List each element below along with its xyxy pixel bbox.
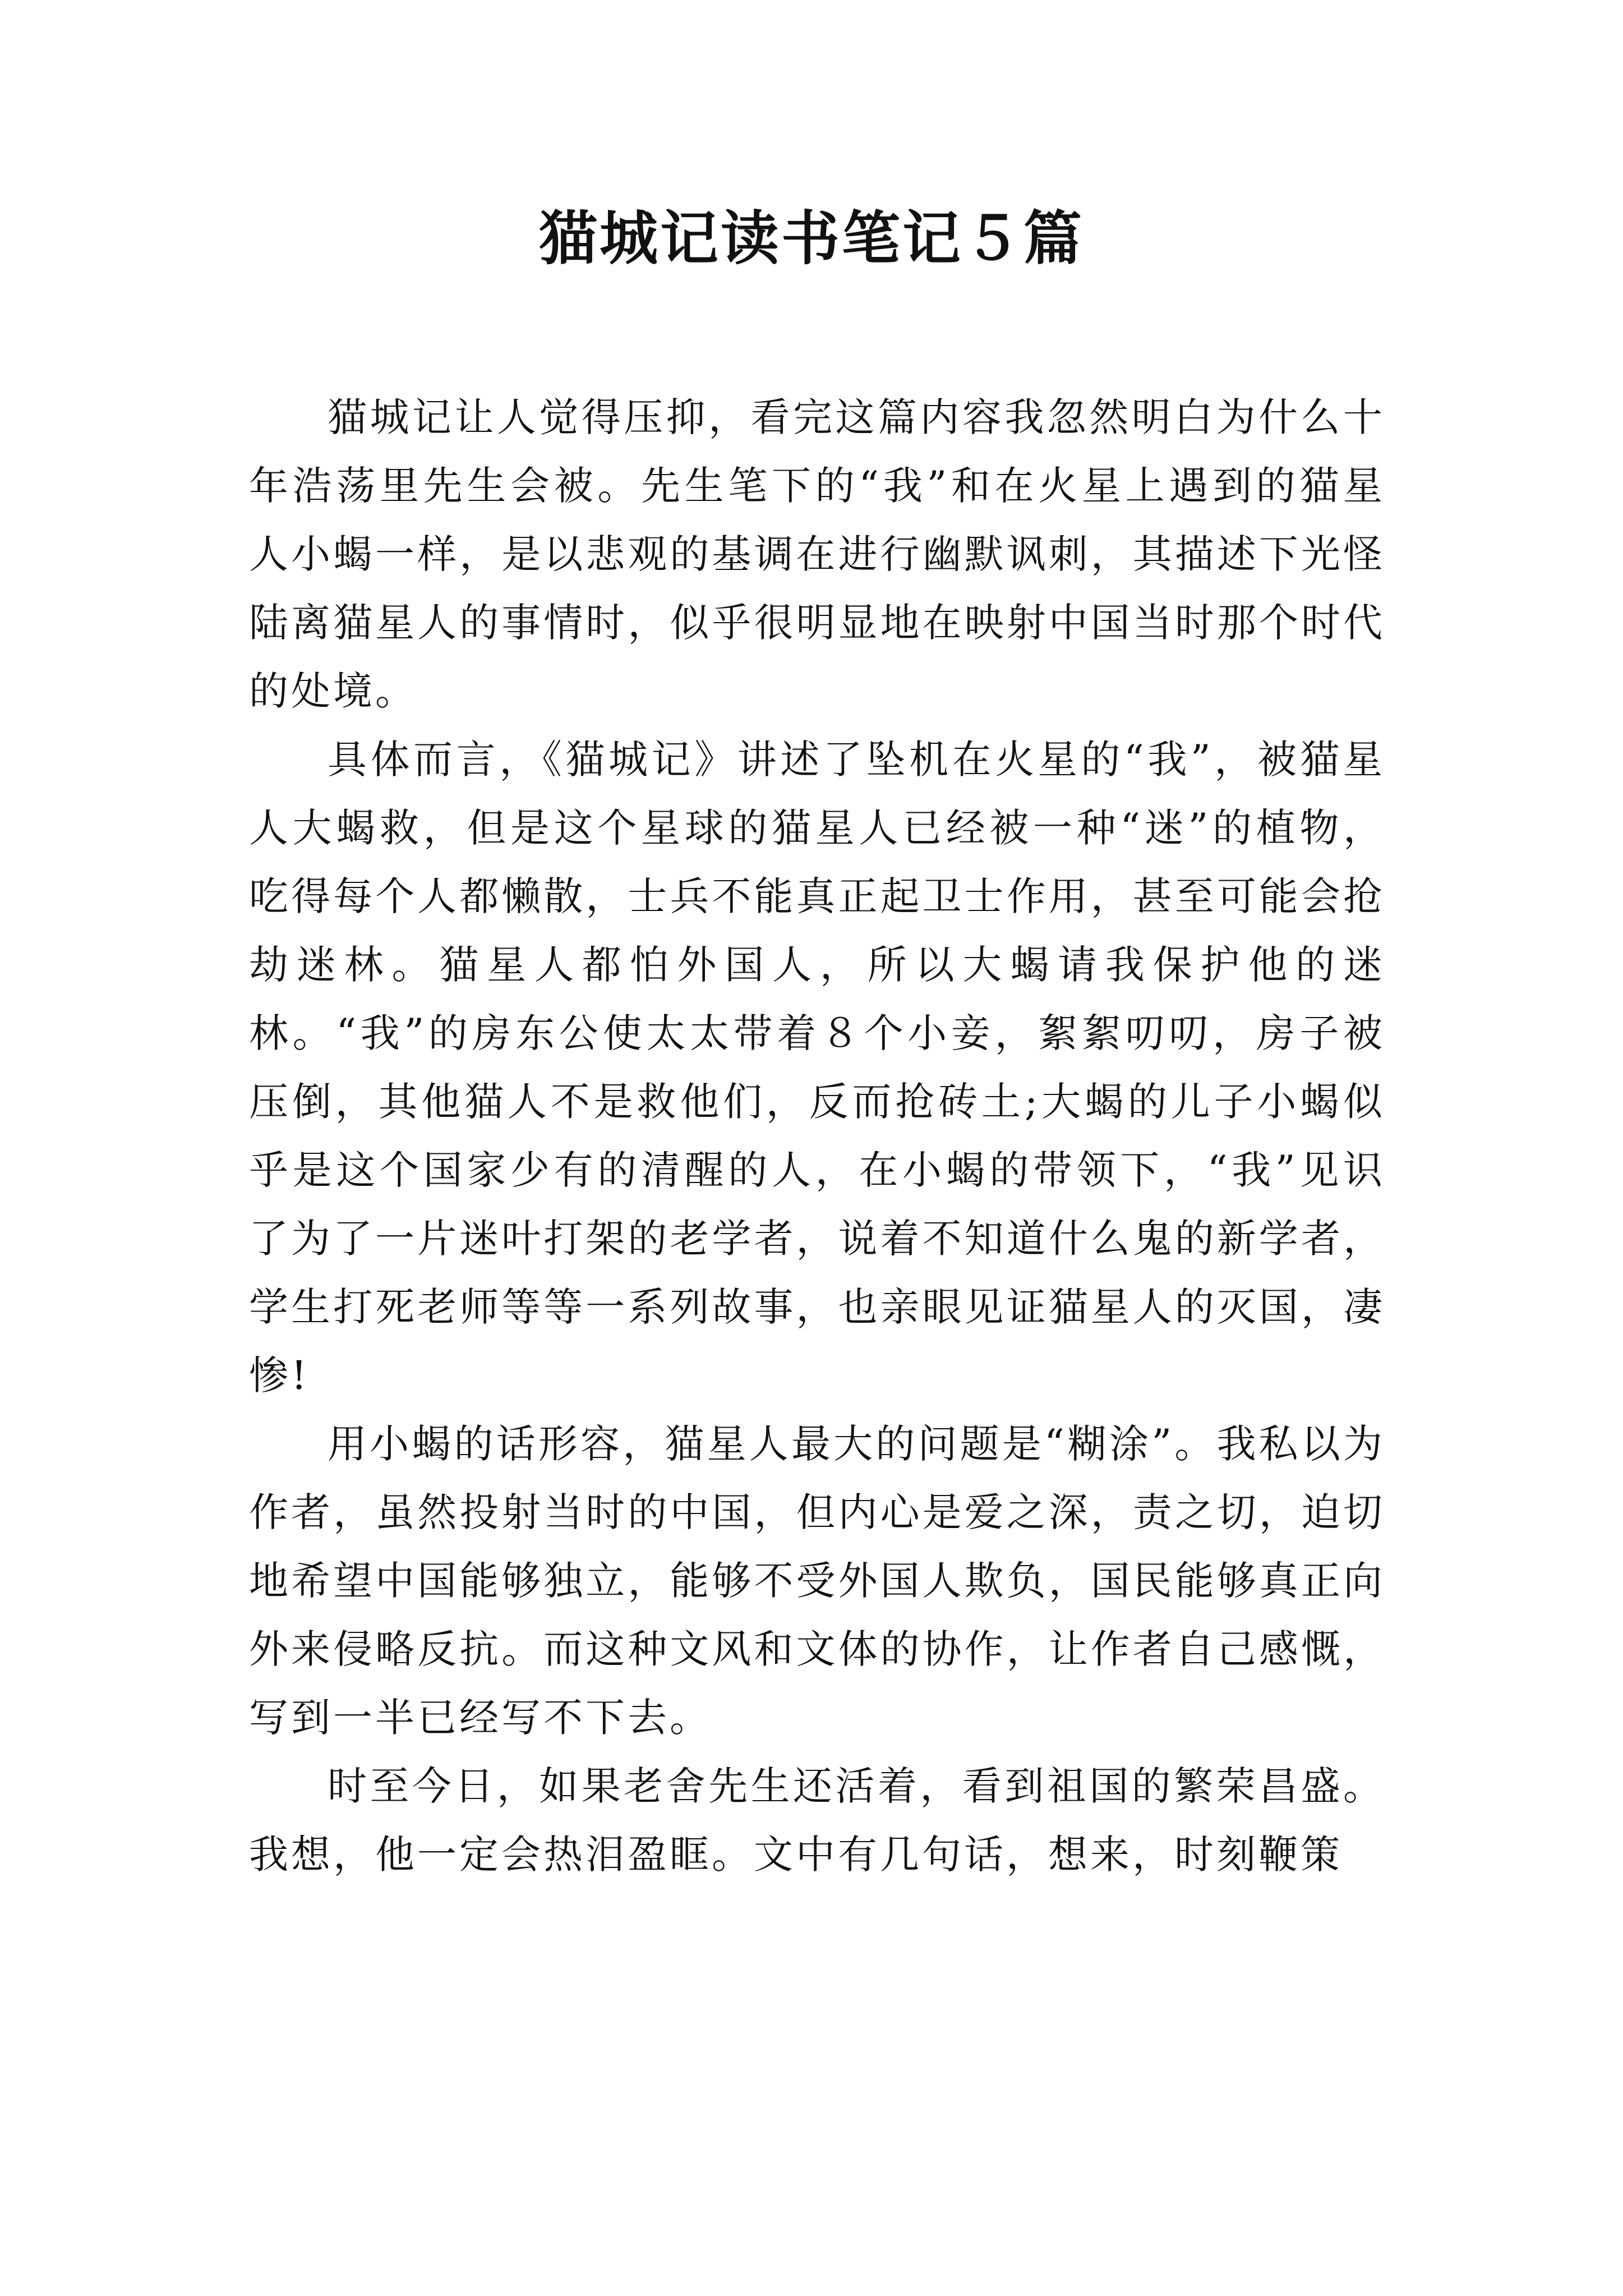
- paragraph: 具体而言，《猫城记》讲述了坠机在火星的“我”，被猫星人大蝎救，但是这个星球的猫星人已经被一种“迷”的植物，吃得每个人都懒散，士兵不能真正起卫士作用，甚至可能会抢劫迷林。猫星人都怕外国人，所以大蝎请我保护他的迷林。“我”的房东公使太太带着８个小妾，絮絮叨叨，房子被压倒，其他猫人不是救他们，反而抢砖土;大蝎的儿子小蝎似乎是这个国家少有的清醒的人，在小蝎的带领下，“我”见识了为了一片迷叶打架的老学者，说着不知道什么鬼的新学者，学生打死老师等等一系列故事，也亲眼见证猫星人的灭国，凄惨!: [249, 737, 1385, 1398]
- paragraph: 猫城记让人觉得压抑，看完这篇内容我忽然明白为什么十年浩荡里先生会被。先生笔下的“我”和在火星上遇到的猫星人小蝎一样，是以悲观的基调在进行幽默讽刺，其描述下光怪陆离猫星人的事情时，似乎很明显地在映射中国当时那个时代的处境。: [249, 394, 1385, 714]
- paragraph: 用小蝎的话形容，猫星人最大的问题是“糊涂”。我私以为作者，虽然投射当时的中国，但内心是爱之深，责之切，迫切地希望中国能够独立，能够不受外国人欺负，国民能够真正向外来侵略反抗。而这种文风和文体的协作，让作者自己感慨，写到一半已经写不下去。: [249, 1421, 1385, 1741]
- document-body: [249, 383, 1385, 1889]
- paragraph: 时至今日，如果老舍先生还活着，看到祖国的繁荣昌盛。我想，他一定会热泪盈眶。文中有几句话，想来，时刻鞭策: [249, 1763, 1385, 1878]
- document-title: 猫城记读书笔记５篇: [538, 204, 1084, 273]
